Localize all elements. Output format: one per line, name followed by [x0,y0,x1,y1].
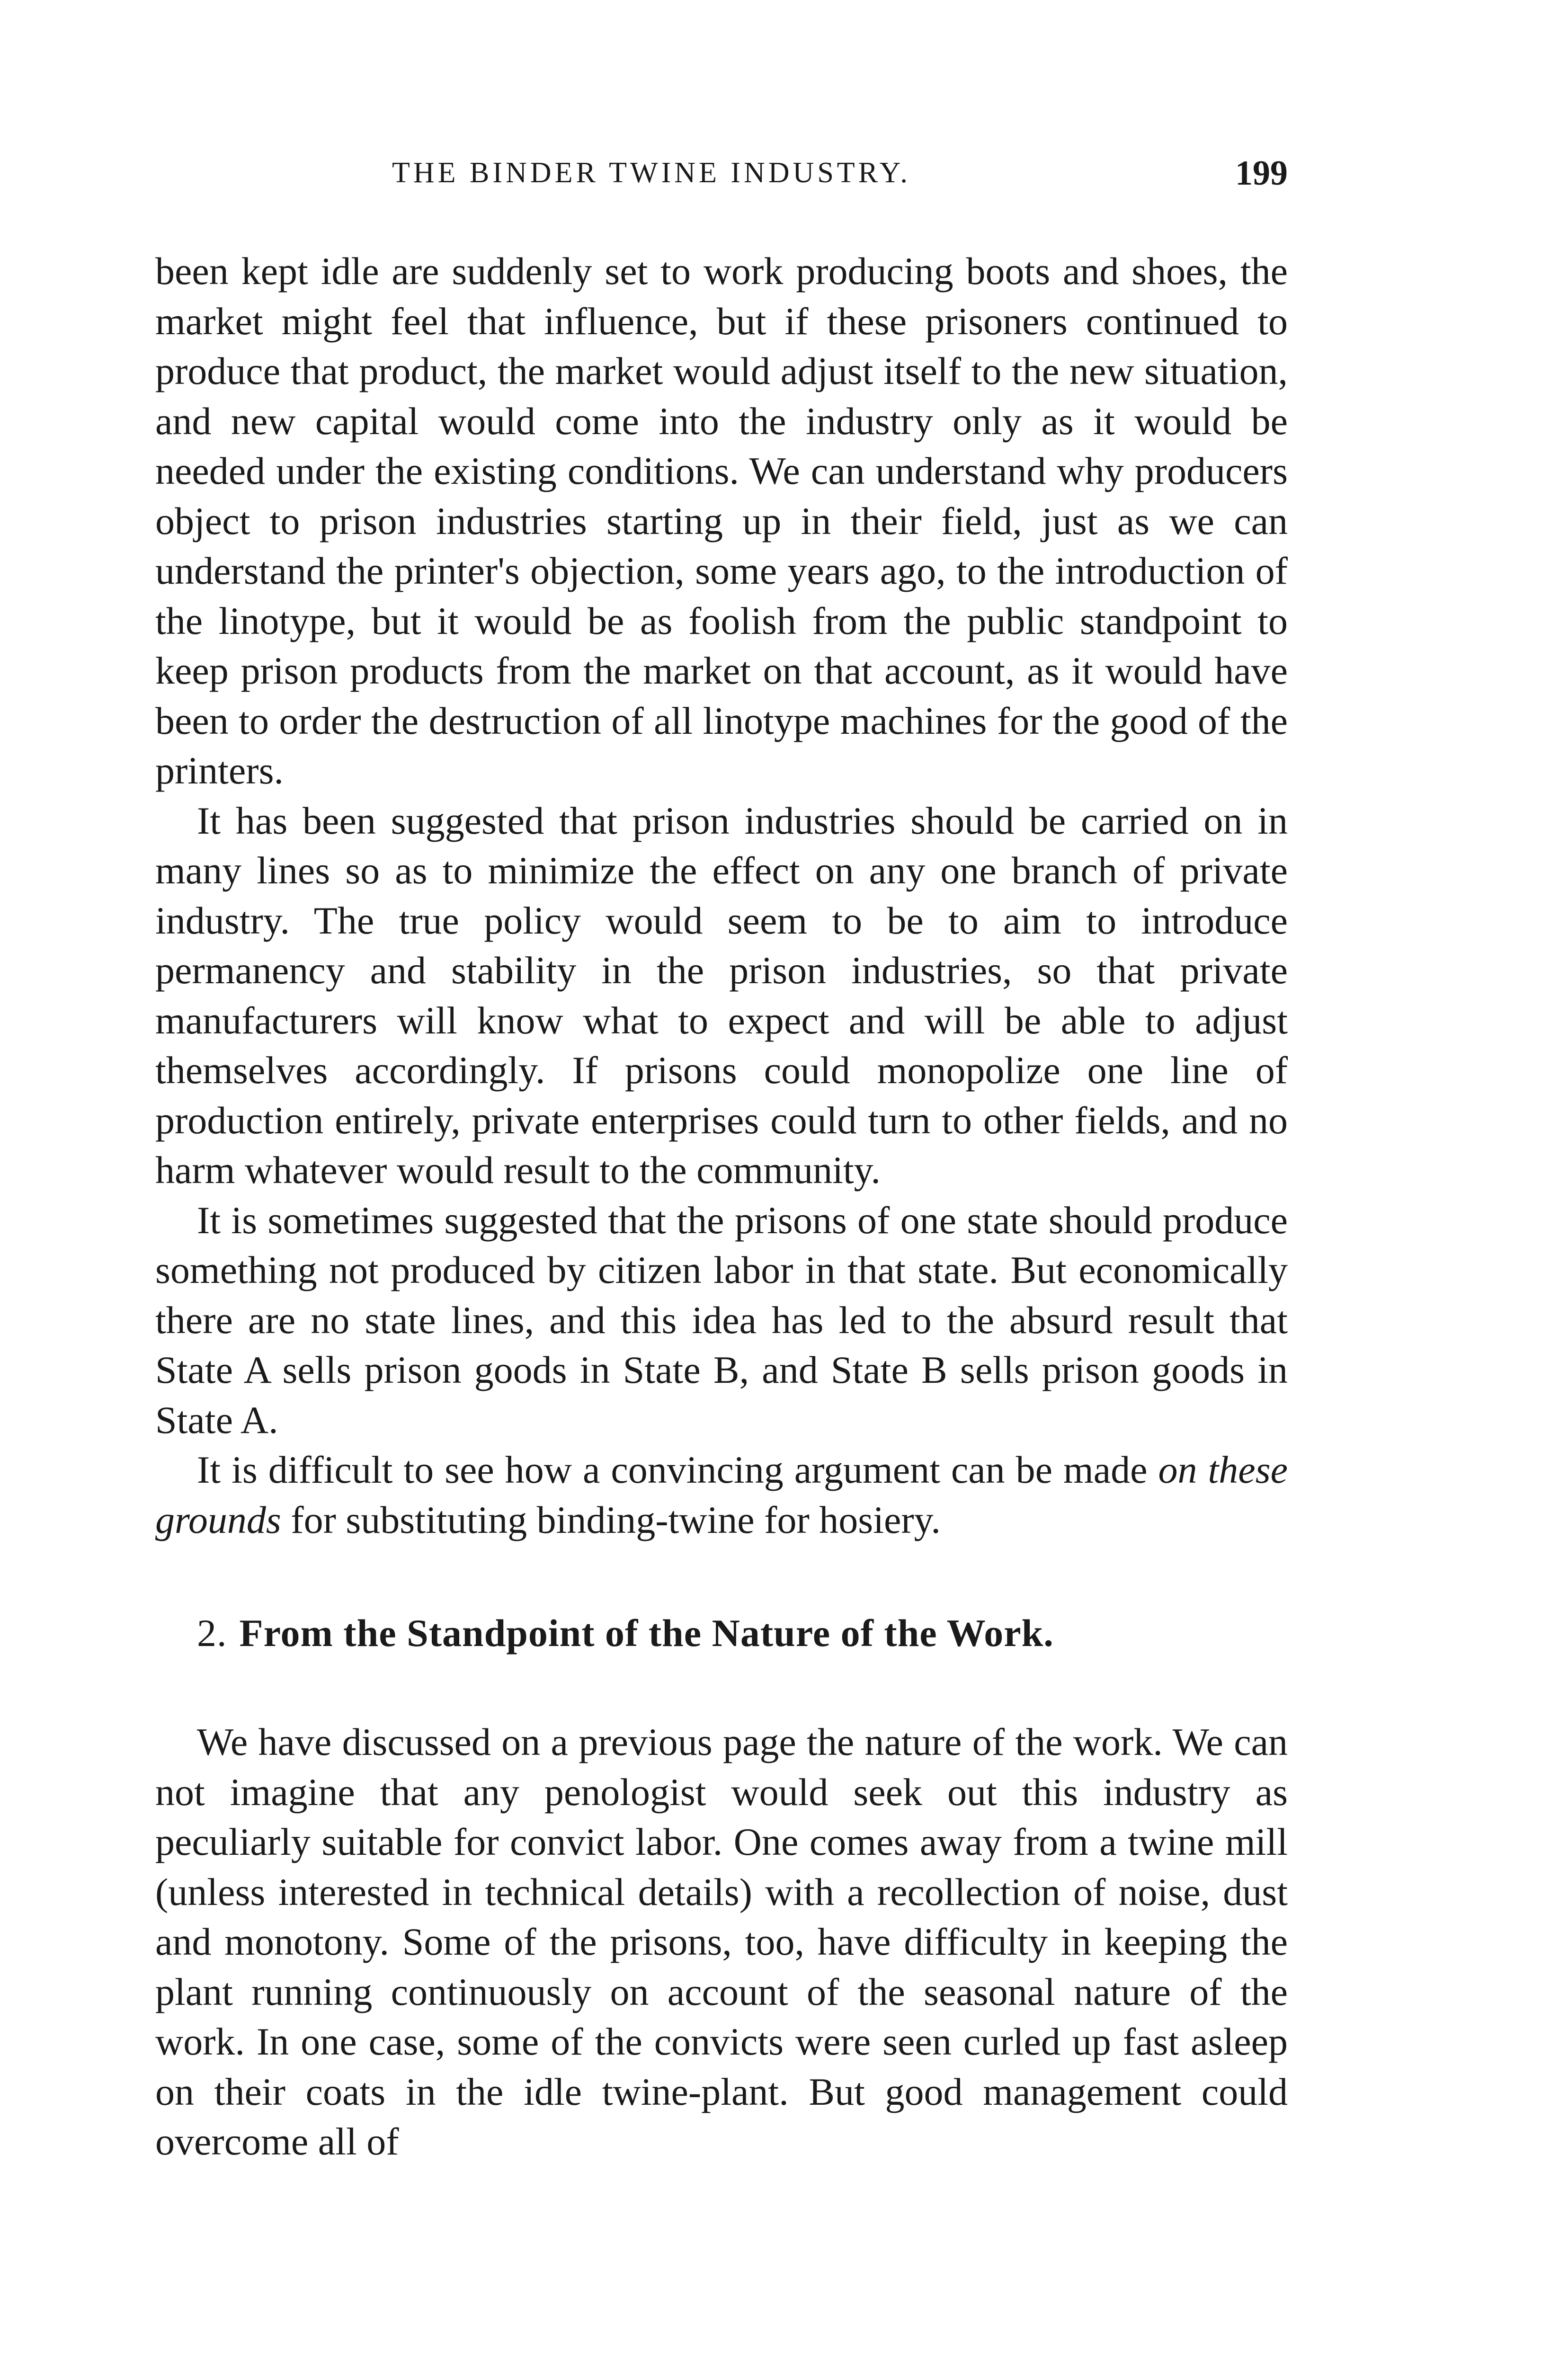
page-header [155,147,1288,199]
section-number: 2. [197,1611,227,1655]
paragraph-with-italic [155,1445,1288,1545]
paragraph-text: It is difficult to see how a convincing argument can be made [197,1448,1148,1491]
section-heading [155,1611,1288,1655]
page-number: 199 [1235,154,1288,193]
paragraph: It is sometimes suggested that the prisons of one state should produce something not produced by citizen labor in that state. But economically there are no state lines, and this idea has led to the absurd result that State A sells prison goods in State B, and State B sells prison goods in State A. [155,1198,1288,1442]
body-text [155,246,1288,2167]
italic-phrase: on these grounds [155,1448,1288,1541]
paragraph: been kept idle are suddenly set to work producing boots and shoes, the market might feel that influence, but if these prisoners continued to produce that product, the market would adjust itself to the new situation, and new capital would come into the industry only as it would be needed under the existing conditions. We can understand why producers object to prison industries starting up in their field, just as we can understand the printer's objection, some years ago, to the introduction of the linotype, but it would be as foolish from the public standpoint to keep prison products from the market on that account, as it would have been to order the destruction of all linotype machines for the good of the printers. [155,249,1288,792]
running-title: THE BINDER TWINE INDUSTRY. [392,157,911,189]
paragraph: We have discussed on a previous page the nature of the work. We can not imagine that any penologist would seek out this industry as peculiarly suitable for convict labor. One comes away from a twine mill (unless interested in technical details) with a recollection of noise, dust and monotony. Some of the prisons, too, have difficulty in keeping the plant running continuously on account of the seasonal nature of the work. In one case, some of the convicts were seen curled up fast asleep on their coats in the idle twine-plant. But good management could overcome all of [155,1720,1288,2163]
paragraph: It has been suggested that prison industries should be carried on in many lines so as to minimize the effect on any one branch of private industry. The true policy would seem to be to aim to introduce permanency and stability in the prison industries, so that private manufacturers will know what to expect and will be able to adjust themselves accordingly. If prisons could monopolize one line of production entirely, private enterprises could turn to other fields, and no harm whatever would result to the community. [155,799,1288,1192]
document-page [155,147,1288,2167]
paragraph-text: for substituting binding-twine for hosiery. [291,1498,941,1541]
section-title: From the Standpoint of the Nature of the Work. [239,1611,1054,1655]
